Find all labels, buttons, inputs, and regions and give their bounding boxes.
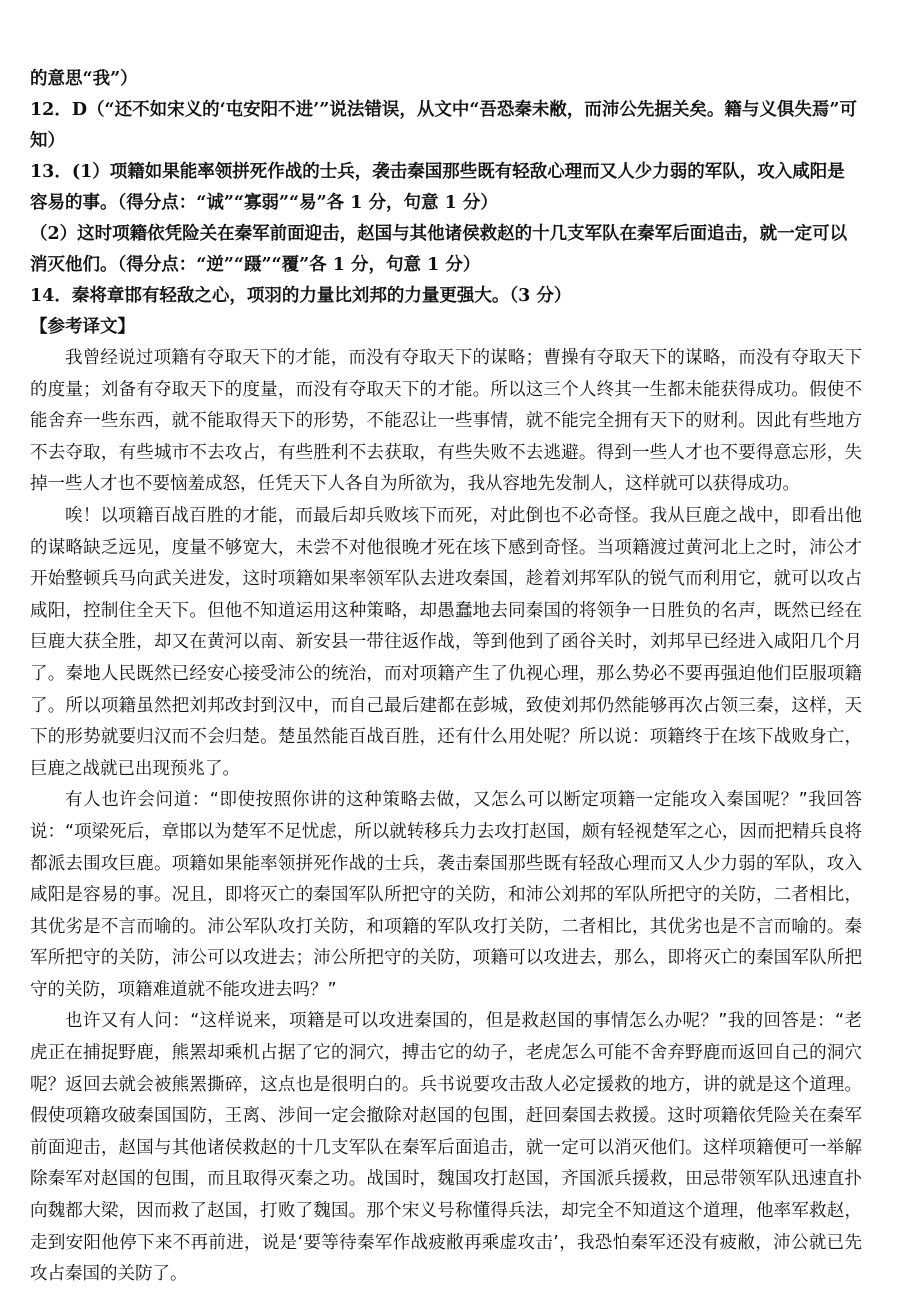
answer-13-1: 13．(1）项籍如果能率领拼死作战的士兵，袭击秦国那些既有轻敌心理而又人少力弱的军队，攻入咸阳是容易的事。（得分点：“诚”“寡弱”“易”各 1 分，句意 1 分） <box>30 162 845 213</box>
answer-continuation: 的意思“我”） <box>30 69 138 89</box>
answer-12: 12．D（“还不如宋义的‘屯安阳不进’”说法错误，从文中“吾恐秦未敝，而沛公先据关矣。籍与义俱失焉”可知） <box>30 100 857 151</box>
translation-paragraph: 有人也许会问道：“即使按照你讲的这种策略去做，又怎么可以断定项籍一定能攻入秦国呢？”我回答说：“项梁死后，章邯以为楚军不足忧虑，所以就转移兵力去攻打赵国，颇有轻视楚军之心，因而把精兵良将都派去围攻巨鹿。项籍如果能率领拼死作战的士兵，袭击秦国那些既有轻敌心理而又人少力弱的军队，攻入咸阳是容易的事。况且，即将灭亡的秦国军队所把守的关防，和沛公刘邦的军队所把守的关防，二者相比，其优劣是不言而喻的。沛公军队攻打关防，和项籍的军队攻打关防，二者相比，其优劣也是不言而喻的。秦军所把守的关防，沛公可以攻进去；沛公所把守的关防，项籍可以攻进去，那么，即将灭亡的秦国军队所把守的关防，项籍难道就不能攻进去吗？” <box>30 790 862 1000</box>
translation-paragraph: 也许又有人问：“这样说来，项籍是可以攻进秦国的，但是救赵国的事情怎么办呢？”我的回答是：“老虎正在捕捉野鹿，熊罴却乘机占据了它的洞穴，搏击它的幼子，老虎怎么可能不舍弃野鹿而返回自己的洞穴呢？返回去就会被熊罴撕碎，这点也是很明白的。兵书说要攻击敌人必定援救的地方，讲的就是这个道理。假使项籍攻破秦国国防，王离、涉间一定会撤除对赵国的包围，赶回秦国去救援。这时项籍依凭险关在秦军前面迎击，赵国与其他诸侯救赵的十几支军队在秦军后面追击，就一定可以消灭他们。这样项籍便可一举解除秦军对赵国的包围，而且取得灭秦之功。战国时，魏国攻打赵国，齐国派兵援救，田忌带领军队迅速直扑向魏都大梁，因而救了赵国，打败了魏国。那个宋义号称懂得兵法，却完全不知道这个道理，他率军救赵，走到安阳他停下来不再前进，说是‘要等待秦军作战疲敝再乘虚攻击’，我恐怕秦军还没有疲敝，沛公就已先攻占秦国的关防了。 <box>30 1011 862 1285</box>
translation-paragraph: 我曾经说过项籍有夺取天下的才能，而没有夺取天下的谋略；曹操有夺取天下的谋略，而没有夺取天下的度量；刘备有夺取天下的度量，而没有夺取天下的才能。所以这三个人终其一生都未能获得成功。假使不能舍弃一些东西，就不能取得天下的形势，不能忍让一些事情，就不能完全拥有天下的财利。因此有些地方不去夺取，有些城市不去攻占，有些胜利不去获取，有些失败不去逃避。得到一些人才也不要得意忘形，失掉一些人才也不要恼羞成怒，任凭天下人各自为所欲为，我从容地先发制人，这样就可以获得成功。 <box>30 348 862 495</box>
answer-13-2: （2）这时项籍依凭险关在秦军前面迎击，赵国与其他诸侯救赵的十几支军队在秦军后面追击，就一定可以消灭他们。（得分点：“逆”“蹑”“覆”各 1 分，句意 1 分） <box>30 224 848 275</box>
translation-paragraph: 唉！以项籍百战百胜的才能，而最后却兵败垓下而死，对此倒也不必奇怪。我从巨鹿之战中，即看出他的谋略缺乏远见，度量不够宽大，未尝不对他很晚才死在垓下感到奇怪。当项籍渡过黄河北上之时，沛公才开始整顿兵马向武关进发，这时项籍如果率领军队去进攻秦国，趁着刘邦军队的锐气而利用它，就可以攻占咸阳，控制住全天下。但他不知道运用这种策略，却愚蠢地去同秦国的将领争一日胜负的名声，既然已经在巨鹿大获全胜，却又在黄河以南、新安县一带往返作战，等到他到了函谷关时，刘邦早已经进入咸阳几个月了。秦地人民既然已经安心接受沛公的统治，而对项籍产生了仇视心理，那么势必不要再强迫他们臣服项籍了。所以项籍虽然把刘邦改封到汉中，而自己最后建都在彭城，致使刘邦仍然能够再次占领三秦，这样，天下的形势就要归汉而不会归楚。楚虽然能百战百胜，还有什么用处呢？所以说：项籍终于在垓下战败身亡，巨鹿之战就已出现预兆了。 <box>30 505 862 779</box>
translation-heading: 【参考译文】 <box>30 317 135 337</box>
answer-14: 14．秦将章邯有轻敌之心，项羽的力量比刘邦的力量更强大。（3 分） <box>30 286 572 306</box>
